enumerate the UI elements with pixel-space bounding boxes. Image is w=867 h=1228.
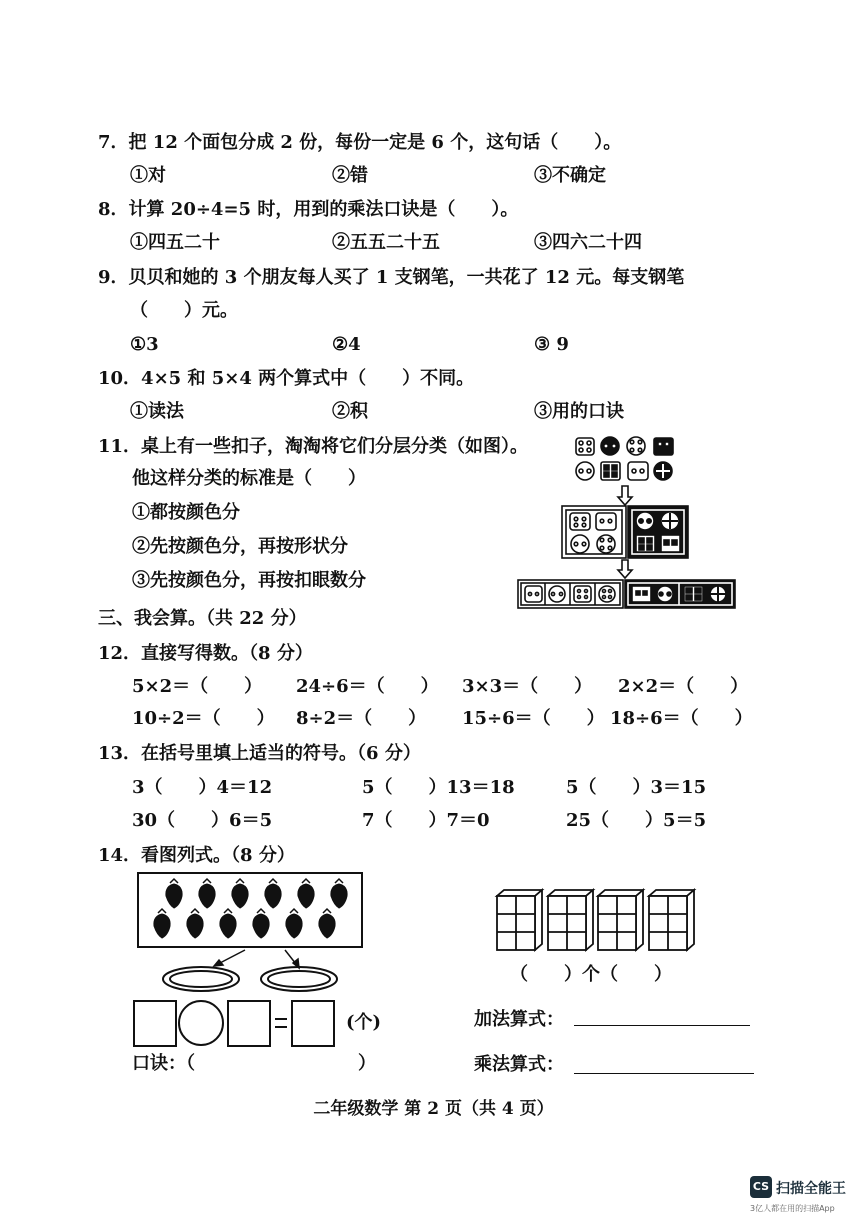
q12-item[interactable]: 18÷6＝（ ） bbox=[610, 708, 753, 729]
q11-stem-line1: 11．桌上有一些扣子，淘淘将它们分层分类（如图）。 bbox=[98, 436, 529, 457]
strawberries-figure bbox=[134, 873, 362, 1046]
plate-icon bbox=[261, 967, 337, 991]
q8-stem: 8．计算 20÷4=5 时，用到的乘法口诀是（ ）。 bbox=[98, 199, 519, 220]
q12-stem: 12．直接写得数。（8 分） bbox=[98, 643, 313, 664]
q9-stem-line1: 9．贝贝和她的 3 个朋友每人买了 1 支钢笔，一共花了 12 元。每支钢笔 bbox=[98, 267, 685, 288]
q7-option-c[interactable]: ③不确定 bbox=[534, 165, 606, 186]
q12-item[interactable]: 8÷2＝（ ） bbox=[296, 708, 427, 729]
plate-icon bbox=[163, 967, 239, 991]
camscanner-logo-icon: CS bbox=[750, 1176, 772, 1198]
q14-stem: 14．看图列式。（8 分） bbox=[98, 845, 295, 866]
q10-option-b[interactable]: ②积 bbox=[332, 401, 368, 422]
q8-option-a[interactable]: ①四五二十 bbox=[130, 232, 220, 253]
section-title: 三、我会算。（共 22 分） bbox=[98, 608, 307, 629]
buttons-figure bbox=[518, 437, 735, 608]
q8-option-b[interactable]: ②五五二十五 bbox=[332, 232, 440, 253]
q10-option-a[interactable]: ①读法 bbox=[130, 401, 184, 422]
button-icon bbox=[576, 438, 594, 455]
cube-stack-icon bbox=[548, 890, 593, 950]
q12-item[interactable]: 5×2＝（ ） bbox=[132, 676, 263, 697]
button-icon bbox=[601, 437, 619, 455]
cube-stack-icon bbox=[598, 890, 643, 950]
watermark-sub: 3亿人都在用的扫描App bbox=[750, 1204, 835, 1213]
button-icon bbox=[576, 462, 594, 480]
q12-item[interactable]: 24÷6＝（ ） bbox=[296, 676, 439, 697]
q9-option-c[interactable]: ③ 9 bbox=[534, 334, 569, 355]
q14-add-label: 加法算式： bbox=[474, 1009, 564, 1030]
page-footer: 二年级数学 第 2 页（共 4 页） bbox=[313, 1099, 554, 1119]
q12-item[interactable]: 10÷2＝（ ） bbox=[132, 708, 275, 729]
answer-box bbox=[228, 1001, 270, 1046]
operator-circle bbox=[179, 1001, 223, 1045]
q13-item[interactable]: 25（ ）5＝5 bbox=[566, 810, 707, 831]
button-icon bbox=[654, 462, 672, 480]
q12-item[interactable]: 2×2＝（ ） bbox=[618, 676, 749, 697]
q11-option-c[interactable]: ③先按颜色分，再按扣眼数分 bbox=[132, 570, 366, 591]
answer-box bbox=[292, 1001, 334, 1046]
q9-option-b[interactable]: ②4 bbox=[332, 334, 361, 355]
q13-item[interactable]: 30（ ）6＝5 bbox=[132, 810, 273, 831]
q12-item[interactable]: 3×3＝（ ） bbox=[462, 676, 593, 697]
q14-koujue-label: 口诀：（ bbox=[132, 1053, 195, 1074]
q13-item[interactable]: 3（ ）4＝12 bbox=[132, 777, 273, 798]
button-icon bbox=[628, 462, 648, 480]
button-icon bbox=[601, 462, 620, 480]
q10-option-c[interactable]: ③用的口诀 bbox=[534, 401, 624, 422]
cube-stack-icon bbox=[649, 890, 694, 950]
q11-option-b[interactable]: ②先按颜色分，再按形状分 bbox=[132, 536, 348, 557]
q11-stem-line2: 他这样分类的标准是（ ） bbox=[132, 468, 366, 489]
q14-koujue-close: ） bbox=[358, 1053, 376, 1074]
q13-item[interactable]: 5（ ）13＝18 bbox=[362, 777, 515, 798]
q12-item[interactable]: 15÷6＝（ ） bbox=[462, 708, 605, 729]
down-arrow-icon bbox=[618, 486, 632, 505]
q7-option-a[interactable]: ①对 bbox=[130, 165, 166, 186]
q13-item[interactable]: 7（ ）7＝0 bbox=[362, 810, 490, 831]
q7-option-b[interactable]: ②错 bbox=[332, 165, 368, 186]
q14-count-expr[interactable]: （ ）个（ ） bbox=[510, 964, 672, 985]
watermark-name: 扫描全能王 bbox=[776, 1181, 846, 1197]
q10-stem: 10．4×5 和 5×4 两个算式中（ ）不同。 bbox=[98, 368, 475, 389]
q9-stem-line2: （ ）元。 bbox=[130, 300, 238, 321]
q7-stem: 7．把 12 个面包分成 2 份，每份一定是 6 个，这句话（ ）。 bbox=[98, 132, 622, 153]
q9-option-a[interactable]: ①3 bbox=[130, 334, 159, 355]
q13-item[interactable]: 5（ ）3＝15 bbox=[566, 777, 707, 798]
q13-stem: 13．在括号里填上适当的符号。（6 分） bbox=[98, 743, 421, 764]
answer-boxes bbox=[134, 1001, 334, 1046]
q14-unit-label: (个) bbox=[346, 1012, 382, 1033]
down-arrow-icon bbox=[618, 560, 632, 578]
q14-mul-label: 乘法算式： bbox=[474, 1054, 564, 1075]
answer-box bbox=[134, 1001, 176, 1046]
q8-option-c[interactable]: ③四六二十四 bbox=[534, 232, 642, 253]
cubes-figure bbox=[497, 890, 694, 950]
cube-stack-icon bbox=[497, 890, 542, 950]
q11-option-a[interactable]: ①都按颜色分 bbox=[132, 502, 240, 523]
button-icon bbox=[654, 438, 673, 455]
arrow-icon bbox=[214, 950, 299, 968]
button-icon bbox=[627, 437, 645, 455]
